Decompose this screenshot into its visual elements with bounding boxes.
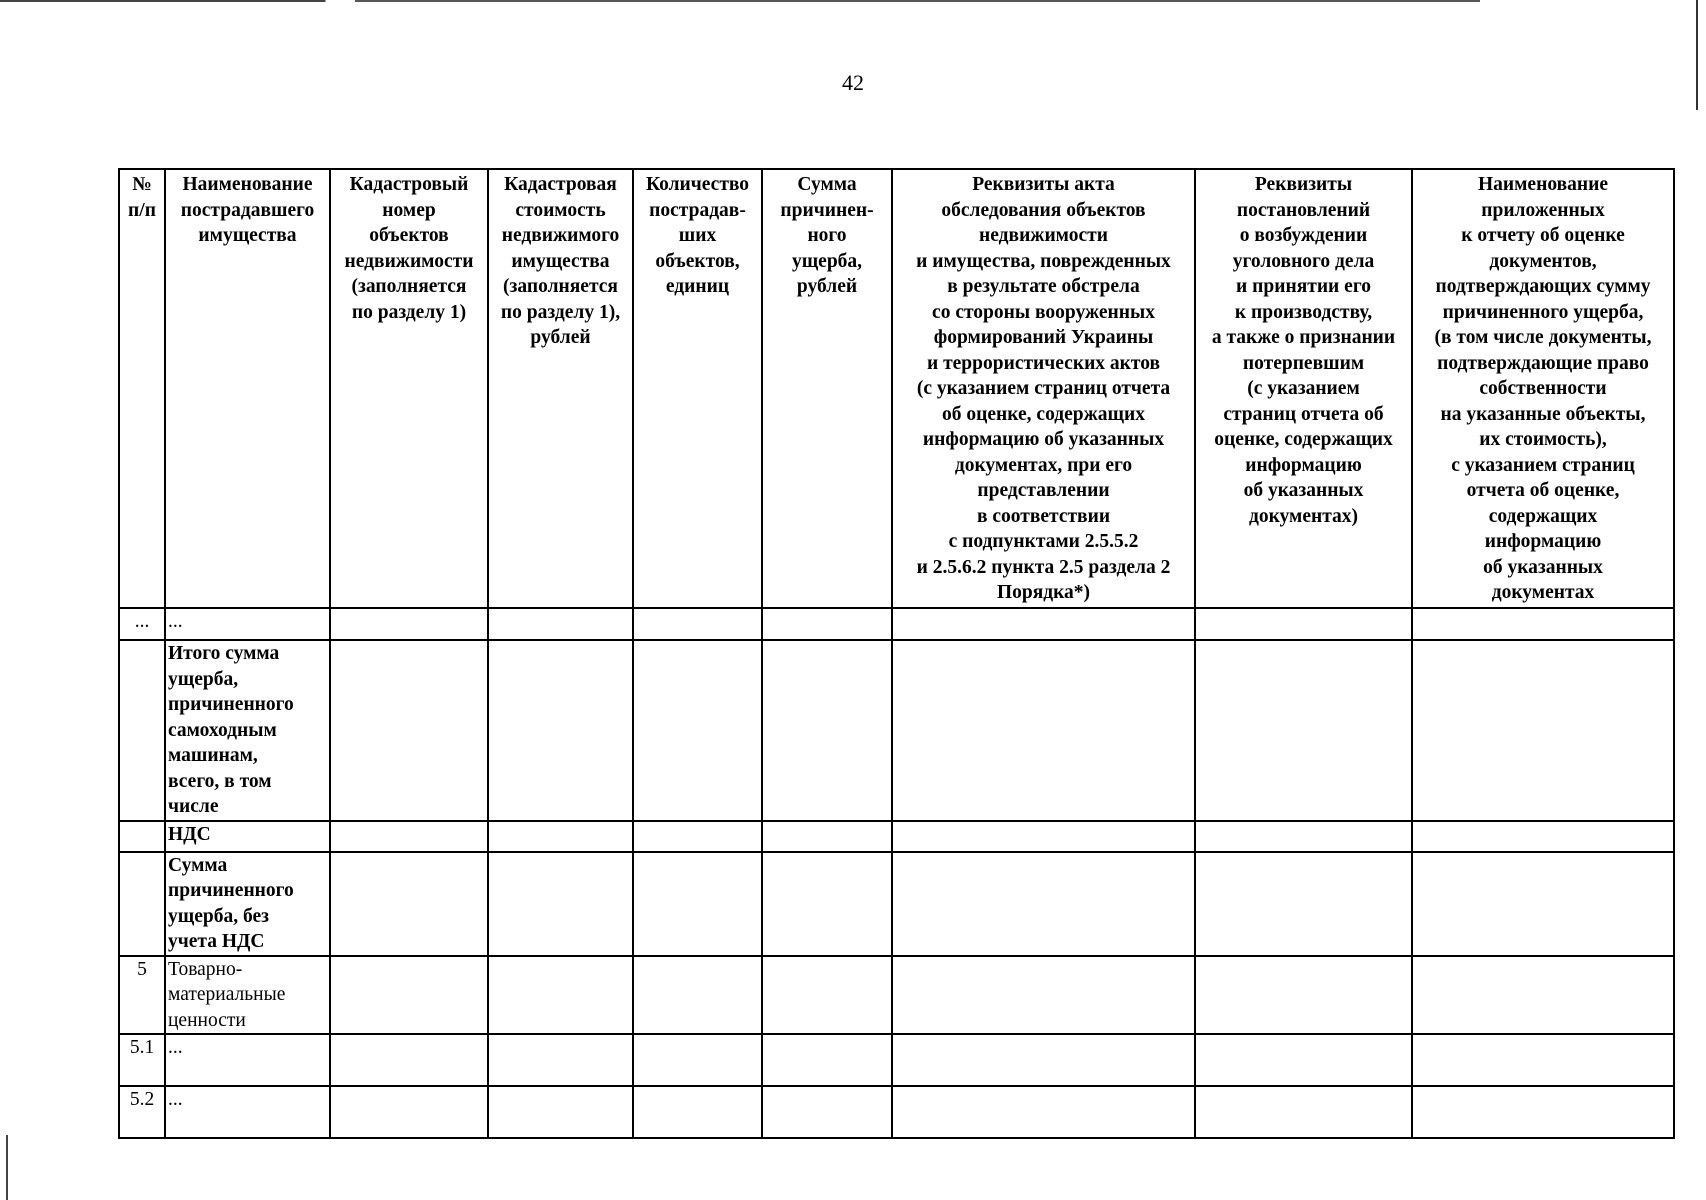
table-cell — [488, 852, 633, 956]
table-cell — [633, 640, 762, 821]
table-cell — [1195, 1034, 1412, 1086]
table-cell — [1195, 608, 1412, 640]
table-cell — [633, 821, 762, 852]
table-cell — [762, 821, 892, 852]
table-cell — [762, 1034, 892, 1086]
table-cell — [1412, 640, 1674, 821]
table-cell — [892, 956, 1195, 1035]
table-cell — [330, 821, 488, 852]
table-cell — [488, 1086, 633, 1138]
table-cell — [330, 852, 488, 956]
table-cell — [488, 821, 633, 852]
table-cell — [330, 1086, 488, 1138]
table-cell — [1195, 640, 1412, 821]
row-number: 5.2 — [119, 1086, 165, 1138]
row-name: Товарно- материальные ценности — [165, 956, 330, 1035]
row-name: НДС — [165, 821, 330, 852]
header-attached-documents: Наименование приложенных к отчету об оценке документов, подтверждающих сумму причиненного ущерба, (в том числе документы, подтверждающие право собственности на указанные объекты, их стоимость), с указанием страниц отчета об оценке, содержащих информацию об указанных документах — [1412, 169, 1674, 608]
scan-edge-top — [0, 0, 1480, 2]
table-row — [119, 956, 1674, 1035]
table-cell — [330, 640, 488, 821]
scan-edge-left — [6, 1135, 8, 1200]
table-cell — [762, 608, 892, 640]
table-cell — [1412, 1086, 1674, 1138]
row-name: ... — [165, 1086, 330, 1138]
table-row — [119, 852, 1674, 956]
table-cell — [892, 1086, 1195, 1138]
table-cell — [892, 1034, 1195, 1086]
table-row — [119, 608, 1674, 640]
header-cadastral-value: Кадастровая стоимость недвижимого имущества (заполняется по разделу 1), рублей — [488, 169, 633, 608]
row-number — [119, 821, 165, 852]
table-cell — [633, 852, 762, 956]
table-cell — [1412, 608, 1674, 640]
row-number: ... — [119, 608, 165, 640]
table-row — [119, 821, 1674, 852]
table-cell — [1195, 1086, 1412, 1138]
table-row — [119, 1034, 1674, 1086]
table-cell — [633, 608, 762, 640]
table-cell — [633, 1086, 762, 1138]
table-row — [119, 1086, 1674, 1138]
row-name: Итого сумма ущерба, причиненного самоходным машинам, всего, в том числе — [165, 640, 330, 821]
row-number: 5.1 — [119, 1034, 165, 1086]
table-cell — [1195, 821, 1412, 852]
table-cell — [892, 640, 1195, 821]
table-cell — [892, 608, 1195, 640]
table-cell — [762, 956, 892, 1035]
header-criminal-case: Реквизиты постановлений о возбуждении уголовного дела и принятии его к производству, а также о признании потерпевшим (с указанием страниц отчета об оценке, содержащих информацию об указанных документах) — [1195, 169, 1412, 608]
page-number: 42 — [842, 70, 864, 95]
table-cell — [1195, 956, 1412, 1035]
table-cell — [633, 956, 762, 1035]
table-cell — [488, 640, 633, 821]
table-cell — [330, 956, 488, 1035]
table-cell — [488, 956, 633, 1035]
table-cell — [488, 1034, 633, 1086]
damage-report-table — [118, 168, 1675, 1139]
table-cell — [1412, 852, 1674, 956]
row-number: 5 — [119, 956, 165, 1035]
table-cell — [762, 1086, 892, 1138]
header-object-count: Количество пострадав- ших объектов, единиц — [633, 169, 762, 608]
table-cell — [1412, 956, 1674, 1035]
table-cell — [1412, 1034, 1674, 1086]
header-inspection-act: Реквизиты акта обследования объектов недвижимости и имущества, поврежденных в результате обстрела со стороны вооруженных формирований Украины и террористических актов (с указанием страниц отчета об оценке, содержащих информацию об указанных документах, при его представлении в соответствии с подпунктами 2.5.5.2 и 2.5.6.2 пункта 2.5 раздела 2 Порядка*) — [892, 169, 1195, 608]
table-row — [119, 640, 1674, 821]
table-cell — [762, 852, 892, 956]
header-property-name: Наименование пострадавшего имущества — [165, 169, 330, 608]
row-name: ... — [165, 1034, 330, 1086]
table-cell — [330, 1034, 488, 1086]
table-cell — [892, 852, 1195, 956]
row-number — [119, 852, 165, 956]
header-damage-sum: Сумма причинен- ного ущерба, рублей — [762, 169, 892, 608]
row-name: ... — [165, 608, 330, 640]
header-cadastral-number: Кадастровый номер объектов недвижимости (заполняется по разделу 1) — [330, 169, 488, 608]
table-header-row — [119, 169, 1674, 608]
table-cell — [330, 608, 488, 640]
table-cell — [1412, 821, 1674, 852]
row-name: Сумма причиненного ущерба, без учета НДС — [165, 852, 330, 956]
table-cell — [892, 821, 1195, 852]
table-cell — [762, 640, 892, 821]
table-cell — [488, 608, 633, 640]
table-cell — [1195, 852, 1412, 956]
row-number — [119, 640, 165, 821]
header-number: № п/п — [119, 169, 165, 608]
table-cell — [633, 1034, 762, 1086]
